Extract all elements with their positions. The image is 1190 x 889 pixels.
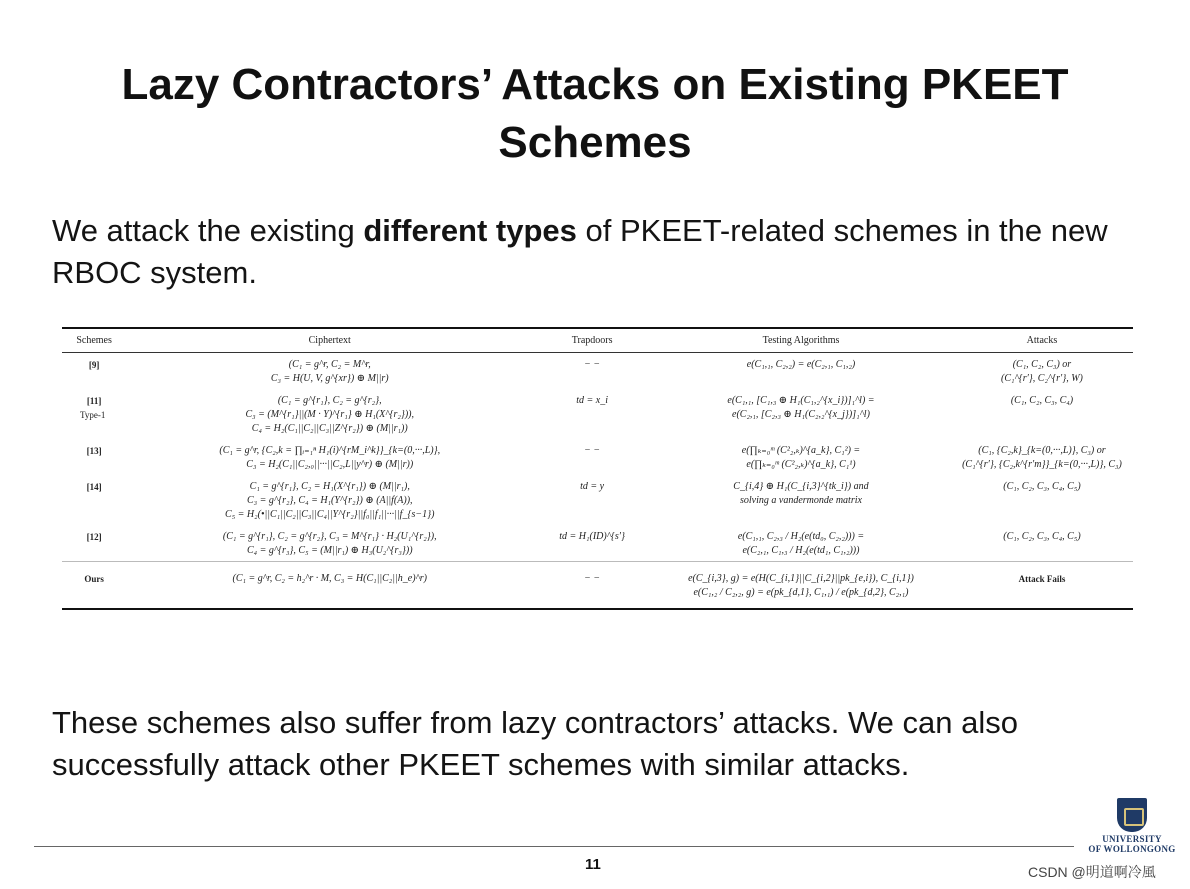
attacks-cell <box>951 475 1133 525</box>
intro-emphasis: different types <box>363 213 577 248</box>
ciphertext-cell-line: C₁ = g^{r₁}, C₂ = H₁(X^{r₁}) ⊕ (M||r₁), <box>249 481 410 492</box>
logo-line-2: OF WOLLONGONG <box>1088 844 1176 854</box>
table-row-ours <box>62 562 1133 610</box>
testing-cell-line: e(C₂,₁, [C₂,₃ ⊕ H₁(C₂,₂^{x_j})]₁^l) <box>732 409 870 420</box>
testing-cell <box>651 353 951 390</box>
scheme-label: [14] <box>86 482 102 492</box>
comparison-table <box>62 327 1133 610</box>
trapdoor-cell: td = x_i <box>576 395 608 406</box>
header-ciphertext: Ciphertext <box>126 328 533 353</box>
attacks-cell-line: (C₁^{r′}, {C₂,k^{r′m}}_{k=(0,···,L)}, C₃) <box>962 459 1122 470</box>
testing-cell-line: e(C₂,₁, C₁,₃ / H₂(e(td₁, C₁,₂))) <box>742 545 860 556</box>
page-number: 11 <box>585 856 601 873</box>
scheme-label: [13] <box>86 446 102 456</box>
intro-text-end: of PKEET-related schemes in the new RBOC system. <box>52 213 1108 290</box>
ciphertext-cell-line: (C₁ = g^{r₁}, C₂ = g^{r₂}, C₃ = M^{r₁} · H₂(U₁^{r₂}), <box>222 531 437 542</box>
scheme-cell <box>62 439 126 475</box>
logo-line-1: UNIVERSITY <box>1102 834 1162 844</box>
slide-title: Lazy Contractors’ Attacks on Existing PKEET Schemes <box>121 60 1069 167</box>
intro-paragraph <box>52 210 1152 294</box>
attacks-cell-line: (C₁^{r′}, C₂^{r′}, W) <box>1001 373 1083 384</box>
ciphertext-cell-line: (C₁ = g^r, C₂ = h₂^r · M, C₃ = H(C₁||C₂||h_e)^r) <box>232 573 427 584</box>
university-logo <box>1082 798 1182 854</box>
testing-cell <box>651 439 951 475</box>
trapdoor-cell: − − <box>584 359 601 370</box>
ciphertext-cell-line: C₅ = H₂(•||C₁||C₂||C₃||C₄||Y^{r₂}||f₀||f₁||···||f_{s−1}) <box>225 509 435 520</box>
comparison-table-container <box>62 327 1133 610</box>
attacks-cell-line: (C₁, C₂, C₃, C₄) <box>1010 395 1074 406</box>
trapdoor-cell: − − <box>533 562 651 610</box>
testing-cell-line: e(∏ₖ₌₀ᵐ (C²₂,ₖ)^{a_k}, C₁²) = <box>741 445 861 456</box>
table-row <box>62 525 1133 562</box>
testing-cell <box>651 475 951 525</box>
ciphertext-cell <box>126 475 533 525</box>
attacks-cell <box>951 562 1133 610</box>
table-row <box>62 389 1133 439</box>
attacks-cell <box>951 353 1133 390</box>
scheme-label: [11] <box>86 396 102 406</box>
attacks-cell-line: (C₁, {C₂,k}_{k=(0,···,L)}, C₃) or <box>978 445 1106 456</box>
header-trapdoors: Trapdoors <box>533 328 651 353</box>
ciphertext-cell <box>126 353 533 390</box>
scheme-label: [9] <box>88 360 100 370</box>
ciphertext-cell <box>126 562 533 610</box>
attacks-cell-line: (C₁, C₂, C₃) or <box>1012 359 1072 370</box>
testing-cell-line: e(C_{i,3}, g) = e(H(C_{i,1}||C_{i,2}||pk_{e,i}), C_{i,1}) <box>688 573 914 584</box>
intro-text-start: We attack the existing <box>52 213 364 248</box>
attacks-cell <box>951 389 1133 439</box>
table-body <box>62 353 1133 610</box>
testing-cell-line: e(C₁,₁, C₂,₂) = e(C₂,₁, C₁,₂) <box>746 359 856 370</box>
ciphertext-cell-line: (C₁ = g^{r₁}, C₂ = g^{r₂}, <box>277 395 382 406</box>
testing-cell-line: e(C₁,₁, C₂,₃ / H₂(e(td₀, C₂,₂))) = <box>737 531 865 542</box>
attacks-cell <box>951 439 1133 475</box>
header-testing-algorithms: Testing Algorithms <box>651 328 951 353</box>
crest-icon <box>1117 798 1147 832</box>
table-row <box>62 353 1133 390</box>
testing-cell <box>651 562 951 610</box>
scheme-cell <box>62 389 126 439</box>
csdn-watermark: CSDN @明道啊冷風 <box>1028 864 1156 880</box>
ciphertext-cell-line: C₃ = (M^{r₁}||(M · Y)^{r₁} ⊕ H₁(X^{r₂})), <box>245 409 415 420</box>
testing-cell-line: e(C₁,₁, [C₁,₃ ⊕ H₁(C₁,₂^{x_i})]₁^l) = <box>727 395 875 406</box>
ciphertext-cell-line: C₄ = H₂(C₁||C₂||C₃||Z^{r₂}) ⊕ (M||r₁)) <box>251 423 408 434</box>
testing-cell-line: solving a vandermonde matrix <box>740 495 862 506</box>
ciphertext-cell-line: C₃ = H(U, V, g^{xr}) ⊕ M||r) <box>270 373 389 384</box>
attacks-cell-line: Attack Fails <box>1018 574 1066 584</box>
trapdoor-cell: − − <box>584 445 601 456</box>
trapdoor-cell: td = y <box>580 481 605 492</box>
ciphertext-cell <box>126 439 533 475</box>
scheme-cell <box>62 475 126 525</box>
ciphertext-cell-line: (C₁ = g^r, {C₂,k = ∏ᵢ₌₁ⁿ H₁(i)^{rM_i^k}}_{k=(0,···,L)}, <box>219 445 441 456</box>
scheme-cell: Ours <box>62 562 126 610</box>
testing-cell-line: C_{i,4} ⊕ H₁(C_{i,3}^{tk_i}) and <box>733 481 869 492</box>
scheme-label: [12] <box>86 532 102 542</box>
table-header-row <box>62 328 1133 353</box>
testing-cell-line: e(C₁,₂ / C₂,₂, g) = e(pk_{d,1}, C₁,₁) / e(pk_{d,2}, C₂,₁) <box>693 587 909 598</box>
header-schemes: Schemes <box>62 328 126 353</box>
scheme-cell <box>62 525 126 562</box>
testing-cell <box>651 525 951 562</box>
ciphertext-cell-line: C₃ = H₂(C₁||C₂,₀||···||C₂,L||y^r) ⊕ (M||r)) <box>246 459 414 470</box>
header-attacks: Attacks <box>951 328 1133 353</box>
ciphertext-cell-line: (C₁ = g^r, C₂ = M^r, <box>288 359 371 370</box>
scheme-cell <box>62 353 126 390</box>
attacks-cell-line: (C₁, C₂, C₃, C₄, C₅) <box>1003 531 1081 542</box>
ciphertext-cell <box>126 389 533 439</box>
testing-cell <box>651 389 951 439</box>
testing-cell-line: e(∏ₖ₌₀ᵐ (C²₂,ₖ)^{a_k}, C₁¹) <box>746 459 856 470</box>
scheme-type-label: Type-1 <box>80 410 106 420</box>
table-row <box>62 439 1133 475</box>
attacks-cell-line: (C₁, C₂, C₃, C₄, C₅) <box>1003 481 1081 492</box>
footer-divider <box>34 846 1074 847</box>
ciphertext-cell-line: C₃ = g^{r₂}, C₄ = H₁(Y^{r₂}) ⊕ (A||f(A)), <box>246 495 413 506</box>
ciphertext-cell-line: C₄ = g^{r₃}, C₅ = (M||r₁) ⊕ H₃(U₂^{r₃})) <box>246 545 413 556</box>
ciphertext-cell <box>126 525 533 562</box>
attacks-cell <box>951 525 1133 562</box>
table-row <box>62 475 1133 525</box>
outro-paragraph: These schemes also suffer from lazy contractors’ attacks. We can also successfully attack other PKEET schemes with similar attacks. <box>52 705 1018 782</box>
trapdoor-cell: td = H₁(ID)^{s′} <box>559 531 625 542</box>
